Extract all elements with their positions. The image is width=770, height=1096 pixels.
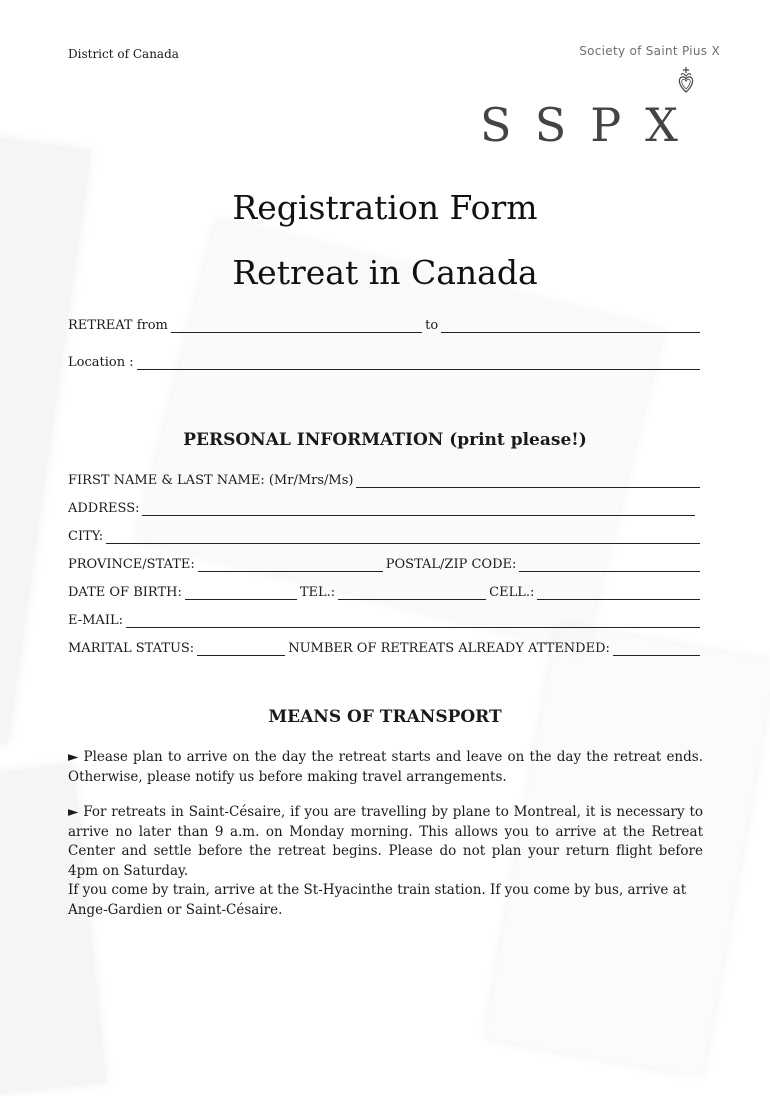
- location-field[interactable]: [137, 357, 700, 370]
- address-field[interactable]: [142, 503, 695, 516]
- society-name: Society of Saint Pius X: [579, 44, 720, 58]
- province-field[interactable]: [198, 559, 383, 572]
- form-subtitle: Retreat in Canada: [232, 253, 538, 292]
- retreats-attended-field[interactable]: [613, 643, 700, 656]
- transport-paragraph-2: [68, 803, 703, 920]
- tel-field[interactable]: [338, 587, 486, 600]
- retreat-to-field[interactable]: [441, 320, 700, 333]
- sacred-heart-icon: [676, 66, 696, 94]
- form-title: Registration Form: [232, 188, 538, 227]
- personal-info-heading: PERSONAL INFORMATION (print please!): [183, 430, 587, 450]
- marital-field[interactable]: [197, 643, 285, 656]
- email-field[interactable]: [126, 615, 700, 628]
- email-row: [68, 613, 703, 628]
- transport-text-3: If you come by train, arrive at the St-Hyacinthe train station. If you come by bus, arrive at Ange-Gardien or Saint-Césaire.: [68, 882, 687, 918]
- city-label: CITY:: [68, 529, 104, 544]
- dob-field[interactable]: [185, 587, 297, 600]
- cell-field[interactable]: [537, 587, 700, 600]
- retreat-to-label: to: [425, 318, 439, 333]
- dob-phone-row: [68, 585, 703, 600]
- retreat-from-label: RETREAT from: [68, 318, 168, 333]
- cell-label: CELL.:: [489, 585, 535, 600]
- sspx-logo: SSPX: [480, 98, 702, 152]
- tel-label: TEL.:: [299, 585, 336, 600]
- marital-label: MARITAL STATUS:: [68, 641, 195, 656]
- province-postal-row: [68, 557, 703, 572]
- city-field[interactable]: [106, 531, 700, 544]
- marital-retreats-row: [68, 641, 703, 656]
- name-row: [68, 473, 703, 488]
- dob-label: DATE OF BIRTH:: [68, 585, 182, 600]
- transport-paragraph-1: [68, 748, 703, 787]
- address-row: [68, 501, 703, 516]
- city-row: [68, 529, 703, 544]
- province-label: PROVINCE/STATE:: [68, 557, 195, 572]
- name-label: FIRST NAME & LAST NAME: (Mr/Mrs/Ms): [68, 473, 354, 488]
- email-label: E-MAIL:: [68, 613, 123, 628]
- retreats-attended-label: NUMBER OF RETREATS ALREADY ATTENDED:: [288, 641, 610, 656]
- postal-field[interactable]: [519, 559, 700, 572]
- district-label: District of Canada: [68, 47, 179, 61]
- location-row: [68, 355, 703, 370]
- postal-label: POSTAL/ZIP CODE:: [385, 557, 517, 572]
- transport-text-2: ► For retreats in Saint-Césaire, if you are travelling by plane to Montreal, it is necessary to arrive no later than 9 a.m. on Monday morning. This allows you to arrive at the Retreat Center and settle before the retreat begins. Please do not plan your return flight before 4pm on Saturday.: [68, 804, 703, 879]
- retreat-from-field[interactable]: [171, 320, 422, 333]
- location-label: Location :: [68, 355, 134, 370]
- address-label: ADDRESS:: [68, 501, 140, 516]
- name-field[interactable]: [356, 475, 700, 488]
- retreat-dates-row: [68, 318, 703, 333]
- transport-heading: MEANS OF TRANSPORT: [268, 707, 502, 727]
- transport-text-1: ► Please plan to arrive on the day the retreat starts and leave on the day the retreat ends. Otherwise, please notify us before making travel arrangements.: [68, 749, 703, 785]
